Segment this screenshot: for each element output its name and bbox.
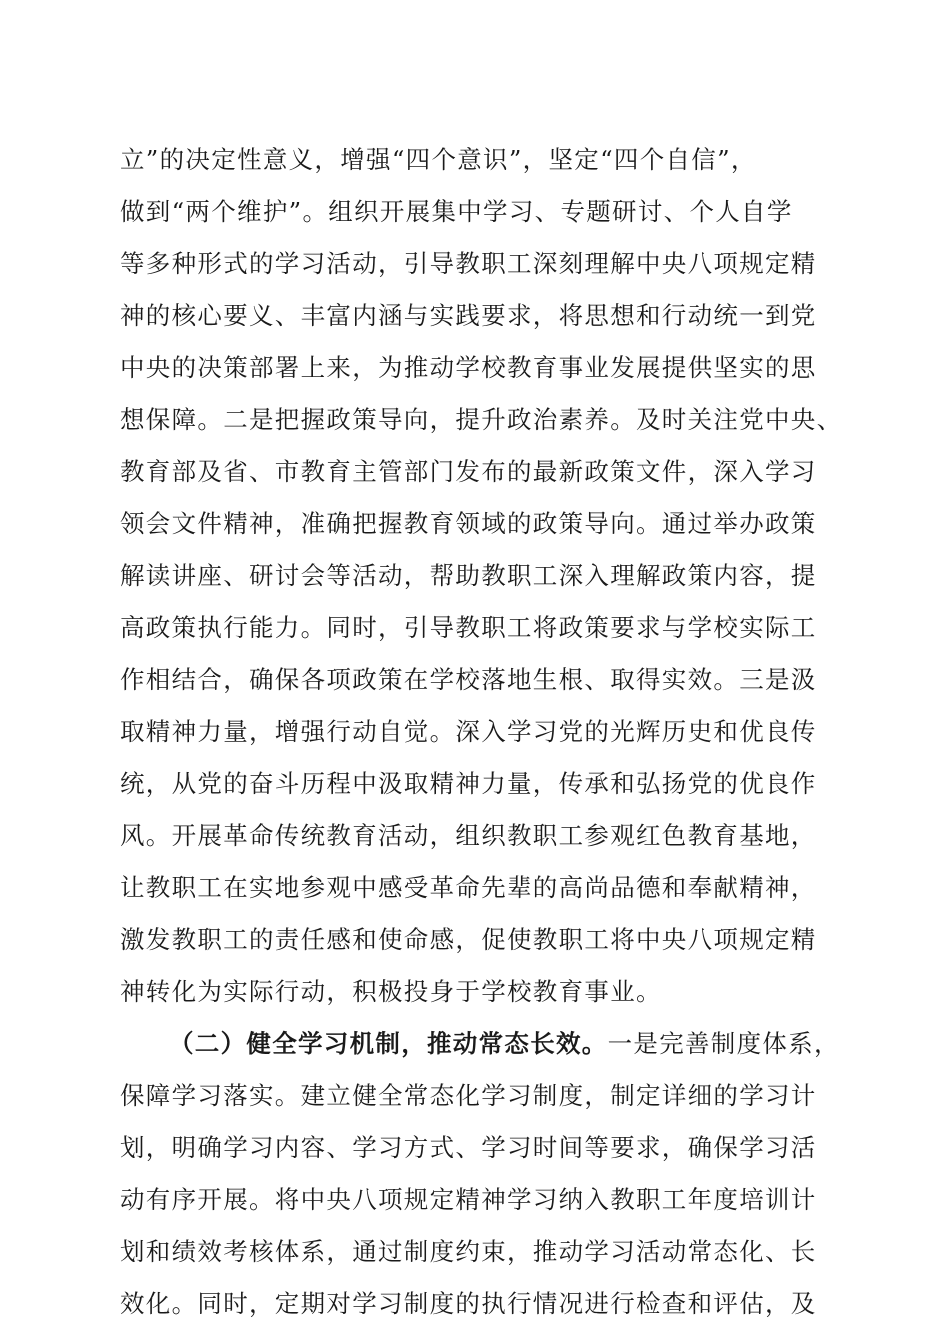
section-heading: （二）健全学习机制，推动常态长效。 (169, 1029, 608, 1058)
text-line: 统，从党的奋斗历程中汲取精神力量，传承和弘扬党的优良作 (120, 769, 817, 798)
text-line: 动有序开展。将中央八项规定精神学习纳入教职工年度培训计 (120, 1185, 817, 1214)
text-line: 激发教职工的责任感和使命感，促使教职工将中央八项规定精 (120, 925, 817, 954)
text-line: 效化。同时，定期对学习制度的执行情况进行检查和评估，及 (120, 1289, 817, 1318)
text-line: 解读讲座、研讨会等活动，帮助教职工深入理解政策内容，提 (120, 561, 817, 590)
text-line: 等多种形式的学习活动，引导教职工深刻理解中央八项规定精 (120, 249, 817, 278)
section-heading-line (120, 1018, 860, 1070)
text-line: 教育部及省、市教育主管部门发布的最新政策文件，深入学习 (120, 457, 817, 486)
text-line: 领会文件精神，准确把握教育领域的政策导向。通过举办政策 (120, 509, 817, 538)
text-line: 神的核心要义、丰富内涵与实践要求，将思想和行动统一到党 (120, 301, 817, 330)
text-line: 取精神力量，增强行动自觉。深入学习党的光辉历史和优良传 (120, 717, 817, 746)
text-line: 中央的决策部署上来，为推动学校教育事业发展提供坚实的思 (120, 353, 817, 382)
text-line: 神转化为实际行动，积极投身于学校教育事业。 (120, 977, 662, 1006)
text-line: 想保障。二是把握政策导向，提升政治素养。及时关注党中央、 (120, 405, 843, 434)
text-line: 作相结合，确保各项政策在学校落地生根、取得实效。三是汲 (120, 665, 817, 694)
text-line: 风。开展革命传统教育活动，组织教职工参观红色教育基地， (120, 821, 817, 850)
section-heading-continuation: 一是完善制度体系， (607, 1029, 840, 1058)
text-line: 划和绩效考核体系，通过制度约束，推动学习活动常态化、长 (120, 1237, 817, 1266)
text-line: 立”的决定性意义，增强“四个意识”，坚定“四个自信”， (120, 145, 757, 174)
body-text (120, 134, 860, 1330)
text-line: 做到“两个维护”。组织开展集中学习、专题研讨、个人自学 (120, 197, 793, 226)
text-line: 高政策执行能力。同时，引导教职工将政策要求与学校实际工 (120, 613, 817, 642)
text-line: 划，明确学习内容、学习方式、学习时间等要求，确保学习活 (120, 1133, 817, 1162)
text-line: 让教职工在实地参观中感受革命先辈的高尚品德和奉献精神， (120, 873, 817, 902)
text-line: 保障学习落实。建立健全常态化学习制度，制定详细的学习计 (120, 1081, 817, 1110)
